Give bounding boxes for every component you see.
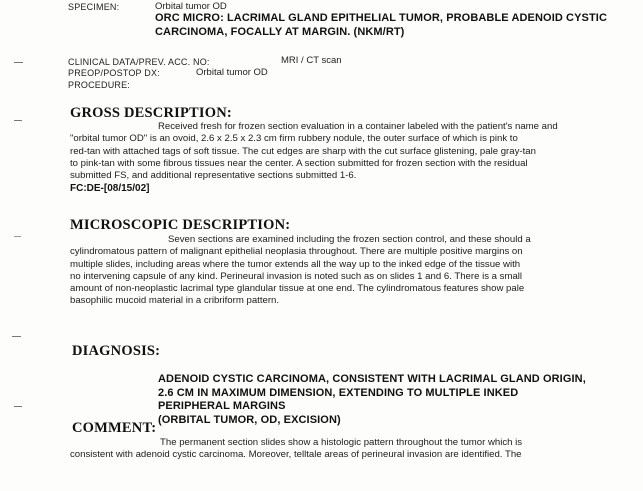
- gross-description-text: [70, 121, 638, 182]
- margin-mark: [14, 406, 22, 407]
- preop-postop-dx-label: PREOP/POSTOP DX:: [68, 68, 160, 78]
- diagnosis-line: (ORBITAL TUMOR, OD, EXCISION): [158, 413, 341, 426]
- micro-line: no intervening capsule of any kind. Perineural invasion is noted such as on slides 1 and 6. There is a small: [70, 270, 523, 282]
- microscopic-description-text: [70, 234, 638, 308]
- diagnosis-heading: DIAGNOSIS:: [72, 343, 161, 359]
- gross-description-heading: GROSS DESCRIPTION:: [70, 105, 232, 121]
- margin-mark: [14, 236, 21, 237]
- comment-line: consistent with adenoid cystic carcinoma. Moreover, telltale areas of perineural invasion are identified. The: [70, 449, 522, 461]
- micro-line: multiple slides, including areas where the tumor extends all the way up to the inked edge of the tissue with: [70, 258, 521, 270]
- comment-text: [70, 437, 638, 462]
- specimen-value: Orbital tumor OD: [155, 1, 227, 12]
- clinical-data-label: CLINICAL DATA/PREV. ACC. NO:: [68, 57, 210, 67]
- frozen-control-id: FC:DE-[08/15/02]: [70, 183, 150, 194]
- procedure-label: PROCEDURE:: [68, 80, 131, 90]
- margin-mark: [12, 336, 21, 337]
- margin-mark: [14, 120, 22, 121]
- comment-line: The permanent section slides show a histologic pattern throughout the tumor which is: [160, 437, 523, 448]
- diagnosis-line: 2.6 CM IN MAXIMUM DIMENSION, EXTENDING TO MULTIPLE INKED: [158, 386, 519, 399]
- margin-mark: [14, 62, 23, 63]
- specimen-label: SPECIMEN:: [68, 2, 120, 12]
- gross-line: Received fresh for frozen section evaluation in a container labeled with the patient's name and: [158, 121, 558, 132]
- microscopic-description-heading: MICROSCOPIC DESCRIPTION:: [70, 217, 291, 233]
- orc-micro-line-1: ORC MICRO: LACRIMAL GLAND EPITHELIAL TUMOR, PROBABLE ADENOID CYSTIC: [155, 12, 607, 24]
- diagnosis-text: [158, 373, 586, 427]
- gross-line: red-tan with attached tags of soft tissue. The cut edges are sharp with the cut surface glistening, pale gray-tan: [70, 145, 536, 157]
- micro-line: cylindromatous pattern of malignant epithelial neoplasia throughout. There are multiple positive margins on: [70, 246, 523, 258]
- gross-line: "orbital tumor OD" is an ovoid, 2.6 x 2.5 x 2.3 cm firm rubbery nodule, the outer surface of which is pink to: [70, 133, 518, 145]
- orc-micro-line-2: CARCINOMA, FOCALLY AT MARGIN. (NKM/RT): [155, 26, 405, 38]
- diagnosis-line: ADENOID CYSTIC CARCINOMA, CONSISTENT WITH LACRIMAL GLAND ORIGIN,: [158, 373, 586, 385]
- clinical-data-value: MRI / CT scan: [281, 55, 342, 66]
- gross-line: to pink-tan with some fibrous tissues near the center. A section submitted for frozen section with the residual: [70, 157, 528, 169]
- gross-line: submitted FS, and additional representative sections submitted 1-6.: [70, 170, 357, 182]
- preop-postop-dx-value: Orbital tumor OD: [196, 67, 268, 78]
- diagnosis-line: PERIPHERAL MARGINS: [158, 400, 286, 412]
- comment-heading: COMMENT:: [72, 420, 157, 436]
- micro-line: amount of non-neoplastic lacrimal type glandular tissue at one end. The cylindromatous features show pale: [70, 283, 525, 295]
- micro-line: Seven sections are examined including the frozen section control, and these should a: [168, 234, 531, 245]
- micro-line: basophilic mucoid material in a cribriform pattern.: [70, 295, 280, 307]
